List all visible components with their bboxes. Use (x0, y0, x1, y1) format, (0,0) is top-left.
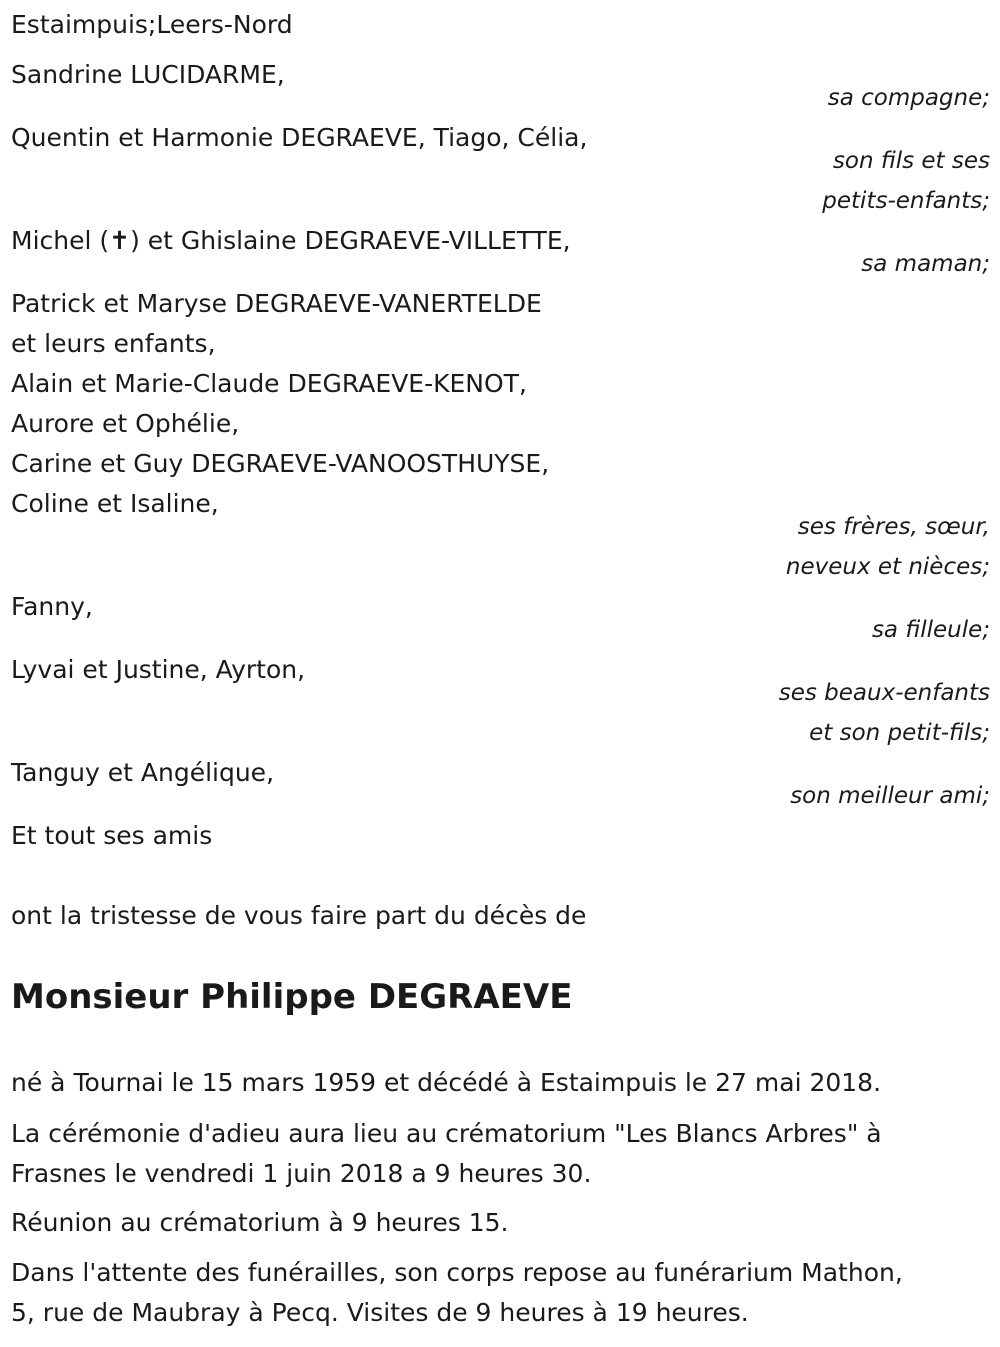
relation-label: petits-enfants; (822, 188, 990, 214)
relation-label: son fils et ses (832, 148, 990, 174)
deceased-name: Monsieur Philippe DEGRAEVE (11, 977, 573, 1017)
relation-label: et son petit-fils; (809, 720, 990, 746)
relation-label: ses frères, sœur, (797, 514, 990, 540)
family-line: Sandrine LUCIDARME, (11, 60, 285, 89)
ceremony-text: La cérémonie d'adieu aura lieu au crématorium "Les Blancs Arbres" à (11, 1119, 882, 1148)
relation-label: neveux et nièces; (785, 554, 990, 580)
family-line: Michel (✝) et Ghislaine DEGRAEVE-VILLETTE, (11, 226, 571, 255)
rest-text: 5, rue de Maubray à Pecq. Visites de 9 heures à 19 heures. (11, 1298, 749, 1327)
family-line: Et tout ses amis (11, 821, 213, 850)
relation-label: sa compagne; (827, 85, 990, 111)
family-line: Coline et Isaline, (11, 489, 219, 518)
family-line: Aurore et Ophélie, (11, 409, 240, 438)
family-line: Carine et Guy DEGRAEVE-VANOOSTHUYSE, (11, 449, 550, 478)
family-line: Lyvai et Justine, Ayrton, (11, 655, 306, 684)
family-line: Alain et Marie-Claude DEGRAEVE-KENOT, (11, 369, 527, 398)
header-location: Estaimpuis;Leers-Nord (11, 10, 293, 39)
family-line: Tanguy et Angélique, (11, 758, 275, 787)
family-line: Fanny, (11, 592, 93, 621)
relation-label: sa filleule; (871, 617, 990, 643)
family-line: et leurs enfants, (11, 329, 216, 358)
rest-text: Dans l'attente des funérailles, son corps repose au funérarium Mathon, (11, 1258, 903, 1287)
relation-label: son meilleur ami; (790, 783, 990, 809)
relation-label: sa maman; (861, 251, 990, 277)
birth-death-text: né à Tournai le 15 mars 1959 et décédé à Estaimpuis le 27 mai 2018. (11, 1068, 882, 1097)
announcement-text: ont la tristesse de vous faire part du décès de (11, 901, 587, 930)
family-line: Quentin et Harmonie DEGRAEVE, Tiago, Célia, (11, 123, 588, 152)
ceremony-text: Frasnes le vendredi 1 juin 2018 a 9 heures 30. (11, 1159, 592, 1188)
meeting-text: Réunion au crématorium à 9 heures 15. (11, 1208, 509, 1237)
family-line: Patrick et Maryse DEGRAEVE-VANERTELDE (11, 289, 542, 318)
relation-label: ses beaux-enfants (778, 680, 990, 706)
